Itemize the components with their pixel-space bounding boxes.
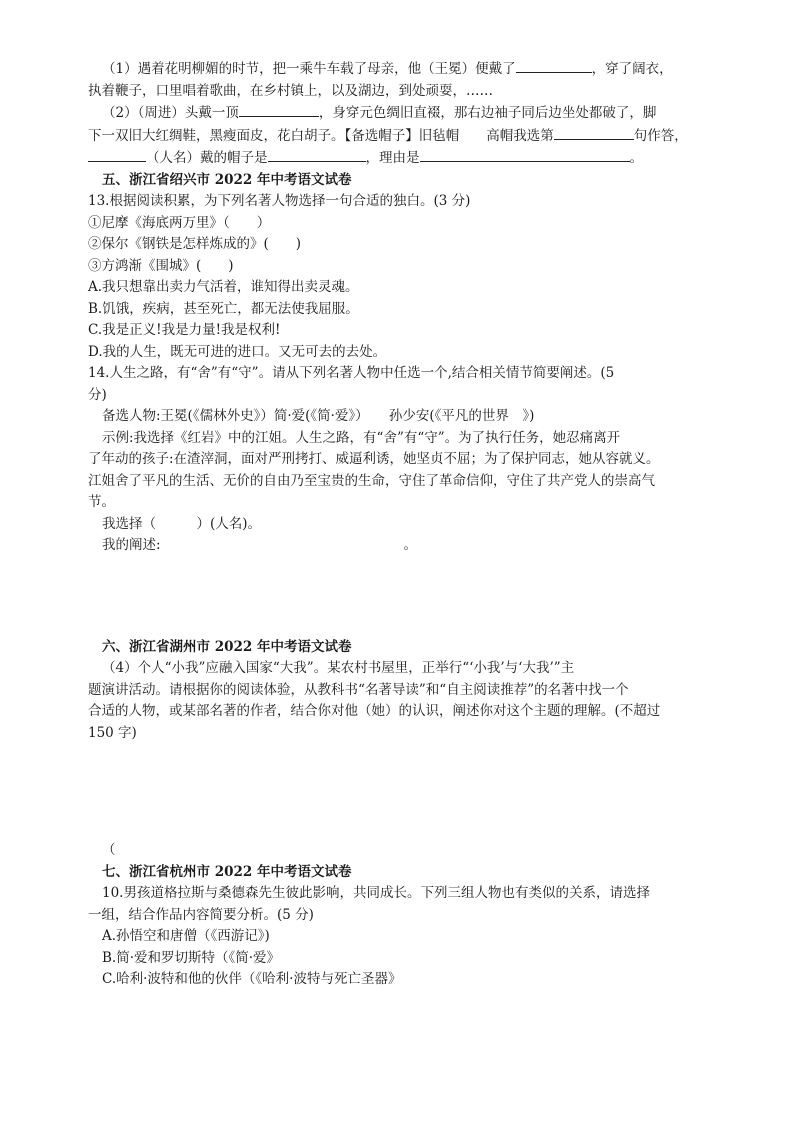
q2-hat-blank[interactable] <box>239 102 319 117</box>
q2-text-b: ，身穿元色绸旧直裰，那右边袖子同后边坐处都破了，脚 <box>318 105 657 121</box>
q2-text-c: 下一双旧大红绸鞋，黑瘦面皮，花白胡子。【备选帽子】旧毡帽 高帽我选第 <box>88 127 554 144</box>
stray-mark: （ <box>102 842 116 858</box>
s6-line-1: （4）个人“小我”应融入国家“大我”。某农村书屋里，正举行“‘小我’与‘大我’”主 <box>102 660 575 676</box>
q13-option-d: D.我的人生，既无可进的进口。又无可去的去处。 <box>88 343 387 360</box>
q1-text-end: ，穿了阔衣， <box>591 61 673 77</box>
q14-choice[interactable]: 我选择（ ）(人名)。 <box>102 515 262 532</box>
q14-candidates: 备选人物:王冕(《儒林外史》）简·爱(《简·爱》） 孙少安(《平凡的世界 》) <box>102 408 535 424</box>
q14-example-4: 节。 <box>88 494 115 510</box>
q14-example-1: 示例:我选择《红岩》中的江姐。人生之路，有“舍”有“守”。为了执行任务，她忍痛离开 <box>102 429 621 446</box>
q13-prompt: 13.根据阅读积累，为下列名著人物选择一句合适的独白。(3 分) <box>88 193 471 209</box>
s7-line-1: 10.男孩道格拉斯与桑德森先生彼此影响，共同成长。下列三组人物也有类似的关系，请选择 <box>102 885 650 901</box>
answer-space[interactable] <box>88 557 740 637</box>
q14-statement[interactable]: 我的阐述: 。 <box>102 537 418 553</box>
q2-hat-answer-blank[interactable] <box>268 147 366 162</box>
q2-text-e: （人名）戴的帽子是 <box>146 150 268 166</box>
q13-option-c: C.我是正义!我是力量!我是权利! <box>88 322 281 338</box>
q1-line2: 执着鞭子，口里唱着歌曲，在乡村镇上，以及湖边，到处顽耍，…… <box>88 82 493 99</box>
section6-heading: 六、浙江省湖州市 2022 年中考语文试卷 <box>102 638 352 655</box>
q2-text-d: 句作答， <box>633 127 688 144</box>
q2-text-f: ，理由是 <box>365 150 420 166</box>
q1-line1 <box>88 58 740 81</box>
s7-option-a: A.孙悟空和唐僧（《西游记》) <box>102 928 270 944</box>
q2-reason-blank[interactable] <box>420 147 630 162</box>
s6-line-4: 150 字) <box>88 724 137 741</box>
answer-space-2[interactable] <box>88 744 740 840</box>
q2-line2 <box>88 125 740 148</box>
q13-option-a: A.我只想靠出卖力气活着，谁知得出卖灵魂。 <box>88 279 359 295</box>
section7-heading: 七、浙江省杭州市 2022 年中考语文试卷 <box>102 863 352 880</box>
s6-line-3: 合适的人物，或某部名著的作者，结合你对他（她）的认识，阐述你对这个主题的理解。(不超过 <box>88 703 661 719</box>
q13-option-b: B.饥饿，疾病，甚至死亡，都无法使我屈服。 <box>88 300 359 317</box>
s7-line-2: 一组，结合作品内容简要分析。(5 分) <box>88 906 314 923</box>
q2-text-a: （2）（周进）头戴一顶 <box>102 105 239 121</box>
q14-example-3: 江姐舍了平凡的生活、无价的自由乃至宝贵的生命，守住了革命信仰，守住了共产党人的崇高气 <box>88 472 655 489</box>
section5-heading: 五、浙江省绍兴市 2022 年中考语文试卷 <box>102 171 352 188</box>
q13-item-1: ①尼摩《海底两万里》（ ） <box>88 214 271 231</box>
q13-item-2: ②保尔《钢铁是怎样炼成的》( ) <box>88 236 302 252</box>
q2-name-blank[interactable] <box>88 147 146 162</box>
q14-example-2: 了年动的孩子:在渣滓洞，面对严刑拷打、威逼利诱，她坚贞不屈；为了保护同志，她从容就义。 <box>88 451 660 467</box>
document-page <box>88 58 740 991</box>
q14-prompt: 14.人生之路，有“舍”有“守”。请从下列名著人物中任选一个,结合相关情节简要阐述。(5 <box>88 365 615 381</box>
q1-text: （1）遇着花明柳媚的时节，把一乘牛车载了母亲，他（王冕）便戴了 <box>102 61 516 77</box>
q2-choice-blank[interactable] <box>554 125 634 140</box>
q2-line3 <box>88 147 740 170</box>
q2-line1 <box>88 102 740 125</box>
q2-text-g: 。 <box>629 150 643 166</box>
q14-prompt-cont: 分) <box>88 386 107 403</box>
s6-line-2: 题演讲活动。请根据你的阅读体验，从教科书“名著导读”和“自主阅读推荐”的名著中找一个 <box>88 681 629 698</box>
q1-answer-blank[interactable] <box>516 58 592 73</box>
q13-item-3: ③方鸿渐《围城》( ) <box>88 257 234 274</box>
s7-option-c: C.哈利·波特和他的伙伴（《哈利·波特与死亡圣器》 <box>102 971 402 987</box>
s7-option-b: B.简·爱和罗切斯特（《简·爱》 <box>102 949 281 966</box>
